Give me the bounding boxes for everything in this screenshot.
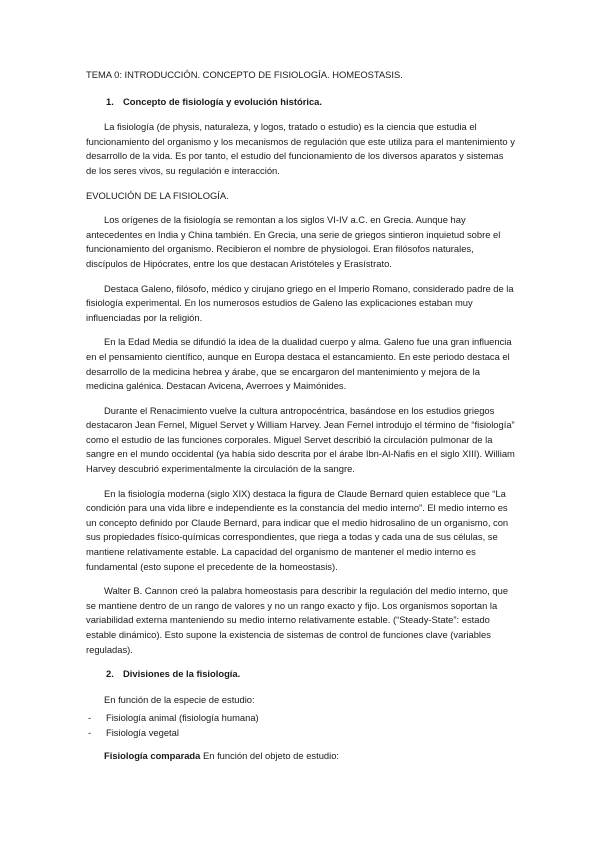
paragraph-compared	[86, 749, 516, 764]
compared-lead: Fisiología comparada	[104, 749, 201, 761]
list-item	[86, 711, 516, 726]
paragraph-modern-physiology: En la fisiología moderna (siglo XIX) destaca la figura de Claude Bernard quien establece que “La condición para una vida libre e independiente es la constancia del medio interno”. El medio interno es un concepto definido por Claude Bernard, para indicar que el medio hidrosalino de un organismo, con sus propiedades físico-químicas correspondientes, que riega a todas y cada una de sus células, se mantiene relativamente estable. La capacidad del organismo de mantener el medio interno es fundamental (esto supone el precedente de la homeostasis).	[86, 487, 509, 572]
section-heading-2	[86, 667, 516, 682]
section-title: Concepto de fisiología y evolución histórica.	[123, 95, 322, 107]
section-number: 2.	[106, 668, 114, 680]
document-body	[86, 68, 516, 767]
list-dash: -	[88, 726, 92, 738]
list-item-text: Fisiología animal (fisiología humana)	[106, 712, 259, 724]
paragraph-galeno: Destaca Galeno, filósofo, médico y cirujano griego en el Imperio Romano, considerado padre de la fisiología experimental. En los numerosos estudios de Galeno las explicaciones estaban muy influenciadas por la religión.	[86, 282, 514, 323]
document-title: TEMA 0: INTRODUCCIÓN. CONCEPTO DE FISIOLOGÍA. HOMEOSTASIS.	[86, 69, 403, 80]
paragraph-renaissance: Durante el Renacimiento vuelve la cultura antropocéntrica, basándose en los estudios griegos destacaron Jean Fernel, Miguel Servet y William Harvey. Jean Fernel introdujo el término de “fisiología” como el estudio de las funciones corporales. Miguel Servet describió la circulación pulmonar de la sangre en el mundo occidental (ya había sido descrita por el árabe Ibn-Al-Nafis en el siglo XIII). William Harvey descubrió experimentalmente la circulación de la sangre.	[86, 404, 515, 475]
section-number: 1.	[106, 95, 114, 107]
paragraph-definition: La fisiología (de physis, naturaleza, y logos, tratado o estudio) es la ciencia que estudia el funcionamiento del organismo y los mecanismos de regulación que este utiliza para el mantenimiento y desarrollo de la vida. Es por tanto, el estudio del funcionamiento de los diversos aparatos y sistemas de los seres vivos, su regulación e interacción.	[86, 121, 515, 176]
paragraph-middle-ages: En la Edad Media se difundió la idea de la dualidad cuerpo y alma. Galeno fue una gran influencia en el pensamiento científico, aunque en Europa destaca el estancamiento. En este periodo destaca el desarrollo de la medicina hebrea y árabe, que se encargaron del mantenimiento y mejora de la medicina galénica. Destacan Avicena, Averroes y Maimónides.	[86, 336, 512, 392]
paragraph-origins: Los orígenes de la fisiología se remontan a los siglos VI-IV a.C. en Grecia. Aunque hay antecedentes en India y China también. En Grecia, una serie de griegos sintieron inquietud sobre el funcionamiento del organismo. Recibieron el nombre de physiologoi. Eran filósofos naturales, discípulos de Hipócrates, entre los que destacan Aristóteles y Erasístrato.	[86, 214, 501, 269]
paragraph-species-intro: En función de la especie de estudio:	[104, 693, 255, 705]
list-item-text: Fisiología vegetal	[106, 726, 179, 738]
compared-rest: En función del objeto de estudio:	[200, 749, 340, 761]
list-dash: -	[88, 712, 92, 724]
paragraph-cannon: Walter B. Cannon creó la palabra homeostasis para describir la regulación del medio interno, que se mantiene dentro de un rango de valores y no un rango exacto y fijo. Los organismos soportan la variabilidad externa manteniendo su medio interno relativamente estable. (“Steady-State”: estado estable dinámico). Esto supone la existencia de sistemas de control de funciones clave (variables reguladas).	[86, 585, 509, 655]
subheading-evolution: EVOLUCIÓN DE LA FISIOLOGÍA.	[86, 189, 229, 201]
section-title: Divisiones de la fisiología.	[123, 668, 241, 680]
section-heading-1	[86, 95, 516, 110]
list-item	[86, 726, 516, 741]
species-list	[86, 711, 516, 740]
